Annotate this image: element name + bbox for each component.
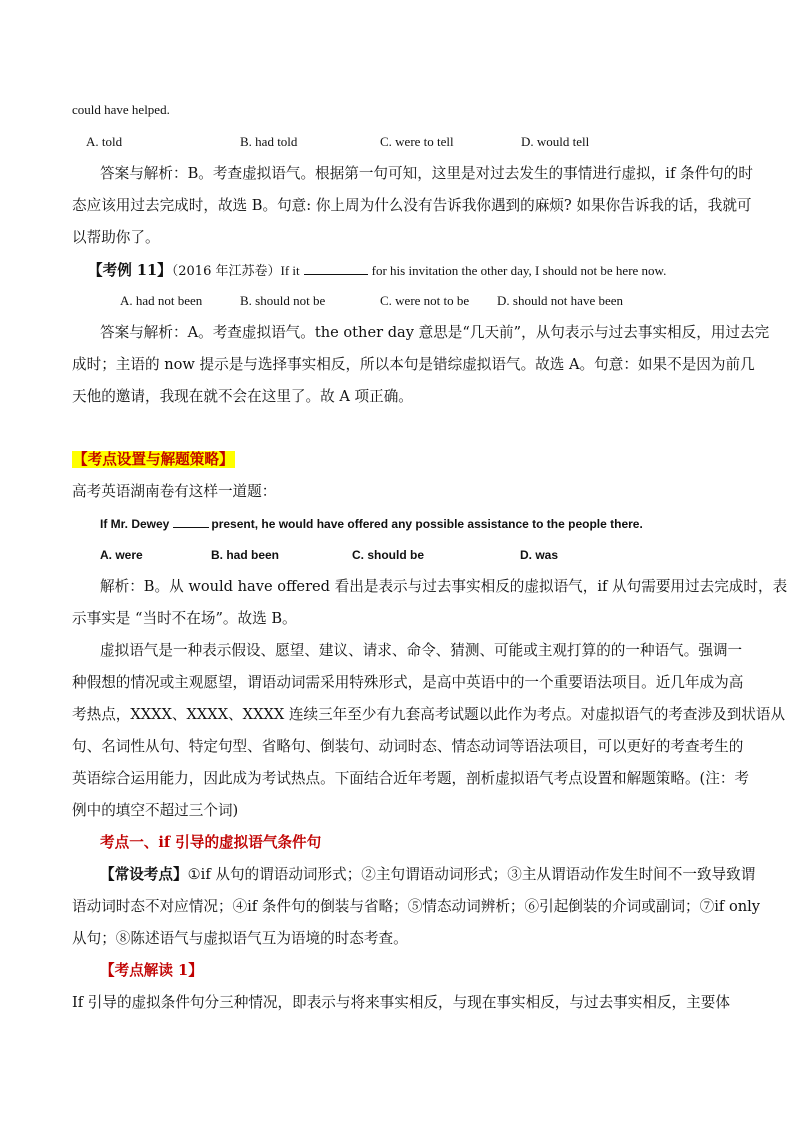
stem-before: If it bbox=[280, 263, 300, 278]
para-line: 句、名词性从句、特定句型、省略句、倒装句、动词时态、情态动词等语法项目，可以更好的考查考生的 bbox=[72, 738, 744, 755]
common-points-line: 从句；⑧陈述语气与虚拟语气互为语境的时态考查。 bbox=[72, 930, 408, 947]
example-source: （2016 年江苏卷） bbox=[171, 264, 281, 279]
heading-highlight: 【考点设置与解题策略】 bbox=[73, 451, 234, 468]
para-line: 例中的填空不超过三个词) bbox=[72, 802, 239, 819]
answer-line: 态应该用过去完成时，故选 B。句意: 你上周为什么没有告诉我你遇到的麻烦? 如果你告诉我的话，我就可 bbox=[72, 197, 752, 214]
analysis-line: 示事实是 “当时不在场”。故选 B。 bbox=[72, 610, 297, 627]
interpret-tag: 【考点解读 1】 bbox=[100, 962, 203, 979]
section-heading bbox=[72, 450, 235, 470]
question-before: If Mr. Dewey bbox=[100, 517, 170, 531]
analysis-line: 解析：B。从 would have offered 看出是表示与过去事实相反的虚拟语气，if 从句需要用过去完成时，表 bbox=[100, 578, 788, 595]
option-b: B. should not be bbox=[240, 293, 326, 308]
point1-title: 考点一、if 引导的虚拟语气条件句 bbox=[100, 834, 322, 851]
para-line: 英语综合运用能力，因此成为考试热点。下面结合近年考题，剖析虚拟语气考点设置和解题策略。(注：考 bbox=[72, 770, 750, 787]
para-line: 虚拟语气是一种表示假设、愿望、建议、请求、命令、猜测、可能或主观打算的的一种语气。强调一 bbox=[100, 642, 743, 659]
common-text: ①if 从句的谓语动词形式；②主句谓语动词形式；③主从谓语动作发生时间不一致导致谓 bbox=[187, 866, 756, 883]
common-tag: 【常设考点】 bbox=[100, 866, 188, 883]
option-d: D. should not have been bbox=[497, 293, 624, 308]
common-points-line bbox=[100, 865, 756, 885]
answer-line: 成时；主语的 now 提示是与选择事实相反，所以本句是错综虚拟语气。故选 A。句意：如果不是因为前几 bbox=[72, 356, 755, 373]
para-line: 种假想的情况或主观愿望，谓语动词需采用特殊形式，是高中英语中的一个重要语法项目。近几年成为高 bbox=[72, 674, 744, 691]
option-b: B. had told bbox=[240, 134, 298, 149]
answer-line: 答案与解析：A。考查虚拟语气。the other day 意思是“几天前”，从句表示与过去事实相反，用过去完 bbox=[100, 324, 770, 341]
continuation-line: could have helped. bbox=[72, 102, 170, 117]
last-line: If 引导的虚拟条件句分三种情况，即表示与将来事实相反，与现在事实相反，与过去事实相反，主要体 bbox=[72, 994, 730, 1011]
stem-after: for his invitation the other day, I should not be here now. bbox=[371, 263, 667, 278]
answer-blank bbox=[304, 260, 368, 275]
option-a: A. were bbox=[100, 548, 143, 562]
option-c: C. were to tell bbox=[380, 134, 454, 149]
intro-line: 高考英语湖南卷有这样一道题： bbox=[72, 483, 277, 500]
answer-line: 以帮助你了。 bbox=[72, 229, 160, 246]
hunan-question bbox=[100, 514, 643, 534]
answer-line: 答案与解析：B。考查虚拟语气。根据第一句可知，这里是对过去发生的事情进行虚拟，if 条件句的时 bbox=[100, 165, 753, 182]
example-tag: 【考例 11】 bbox=[88, 262, 172, 279]
option-a: A. had not been bbox=[120, 293, 203, 308]
common-points-line: 语动词时态不对应情况；④if 条件句的倒装与省略；⑤情态动词辨析；⑥引起倒装的介词或副词；⑦if only bbox=[72, 898, 761, 915]
option-d: D. was bbox=[520, 548, 559, 562]
option-a: A. told bbox=[86, 134, 123, 149]
question-after: present, he would have offered any possible assistance to the people there. bbox=[211, 517, 643, 531]
answer-line: 天他的邀请，我现在就不会在这里了。故 A 项正确。 bbox=[72, 388, 413, 405]
para-line: 考热点，XXXX、XXXX、XXXX 连续三年至少有九套高考试题以此作为考点。对虚拟语气的考查涉及到状语从 bbox=[72, 706, 786, 723]
example-11-stem bbox=[88, 260, 666, 282]
option-c: C. should be bbox=[352, 548, 424, 562]
option-c: C. were not to be bbox=[380, 293, 470, 308]
option-b: B. had been bbox=[211, 548, 280, 562]
answer-blank bbox=[173, 514, 209, 528]
option-d: D. would tell bbox=[521, 134, 590, 149]
